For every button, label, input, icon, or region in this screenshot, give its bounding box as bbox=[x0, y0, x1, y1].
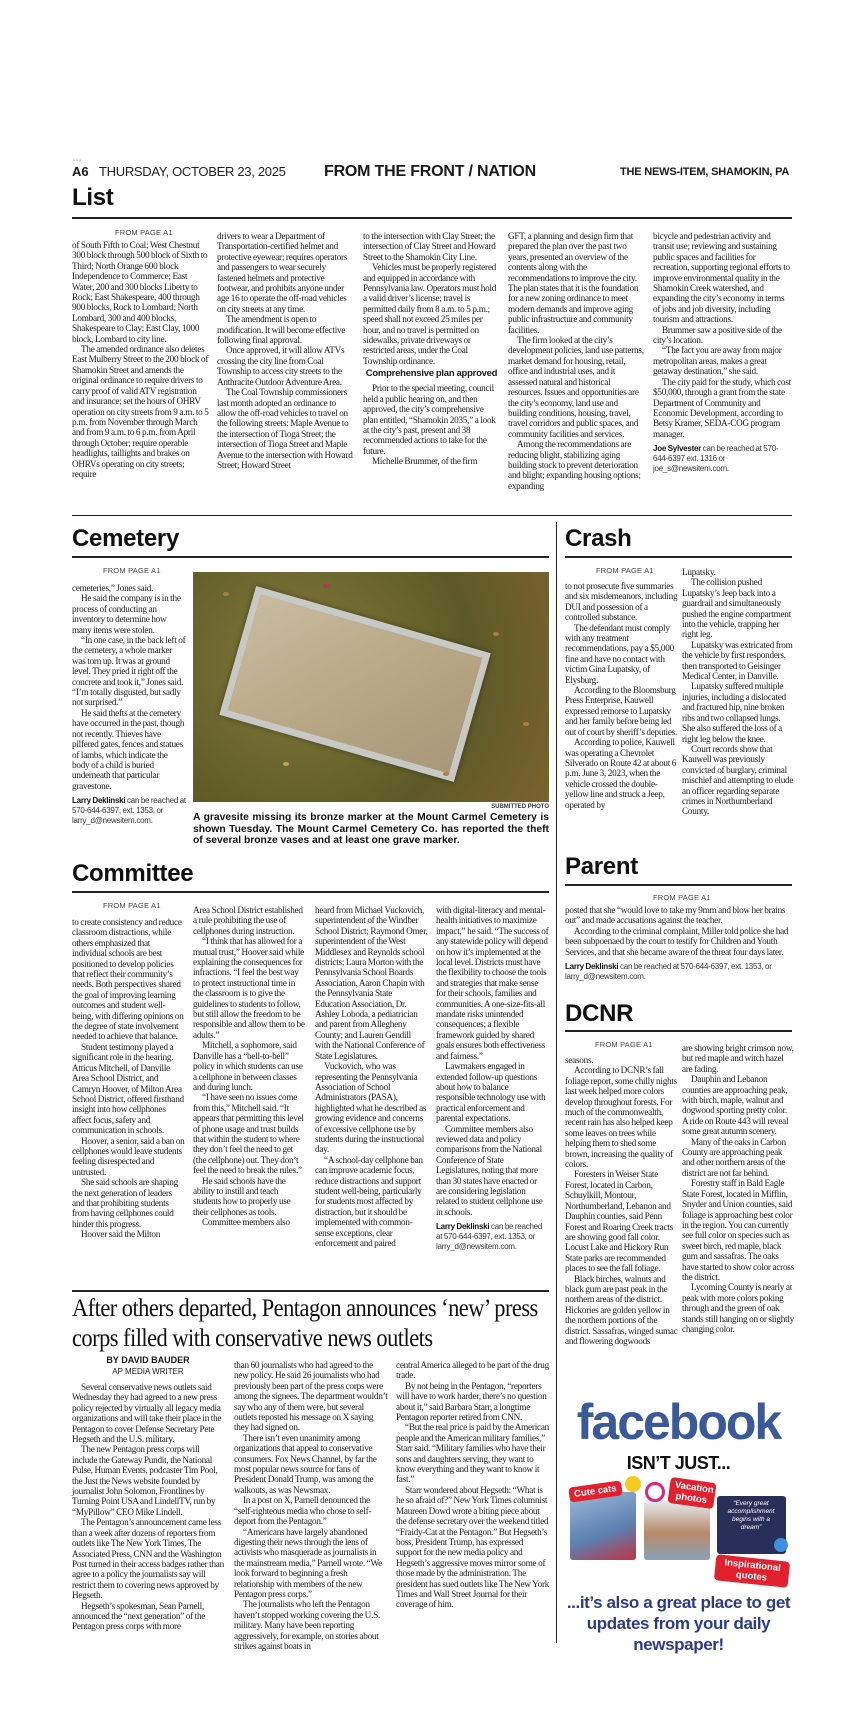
paragraph: Vuckovich, who was representing the Pennsylvania Association of School Administrators (PASA), highlighted what he described as growing evidence and concerns of excessive cellphone use by students during the instructional day. bbox=[315, 1061, 427, 1155]
paragraph: She said schools are shaping the next generation of leaders and that prohibiting students from having cellphones could hinder this progress. bbox=[72, 1177, 178, 1229]
paragraph: The collision pushed Lupatsky’s Jeep back into a guardrail and simultaneously pushed the engine compartment into the vehicle, trapping her right leg. bbox=[682, 577, 791, 640]
vacation-photo bbox=[644, 1500, 710, 1560]
paragraph: to not prosecute five summaries and six misdemeanors, including DUI and possession of a controlled substance. bbox=[565, 581, 678, 623]
paragraph: Area School District established a rule prohibiting the use of cellphones during instruction. bbox=[193, 905, 303, 936]
paragraph: Lupatsky. bbox=[682, 567, 716, 577]
pentagon-column-2 bbox=[234, 1360, 388, 1651]
paragraph: By not being in the Pentagon, “reporters will have to work harder, there’s no question about it,” said Barbara Starr, a longtime Pentagon reporter retired from CNN. bbox=[396, 1380, 547, 1423]
author-name: Larry Deklinski bbox=[72, 796, 126, 806]
paragraph: seasons. bbox=[565, 1055, 594, 1065]
paragraph: with digital-literacy and mental-health initiatives to maximize impact,” he said. “The success of any statewide policy will depend on how it’s implemented at the local level. Districts must have the flexibility to choose the tools and strategies that make sense for their schools, families and communities. A one-size-fits-all mandate risks unintended consequences; a flexible framework guided by shared goals ensures both effectiveness and fairness.” bbox=[436, 905, 549, 1061]
committee-column-2 bbox=[193, 905, 306, 1228]
heart-icon bbox=[645, 1482, 665, 1502]
byline-author: BY DAVID BAUDER bbox=[106, 1355, 190, 1365]
author-signoff bbox=[436, 1222, 549, 1252]
paragraph: Starr wondered about Hegseth: “What is he so afraid of?” New York Times columnist Maureen Dowd wrote a biting piece about the defense secretary over the weekend titled “Fraidy-Cat at the Pentagon.” But Hegseth’s boss, President Trump, has expressed support for the new media policy and Hegseth’s aggressive moves mirror some of those made by the administration. The president has sued outlets like The New York Times and Wall Street Journal for their coverage of him. bbox=[396, 1484, 550, 1610]
pentagon-column-1 bbox=[72, 1382, 226, 1632]
list-column-3 bbox=[363, 231, 500, 467]
paragraph: The journalists who left the Pentagon haven’t stopped working covering the U.S. military. Many have been reporting aggressively, for example, on stories about strikes against boats in bbox=[234, 1599, 381, 1651]
paragraph: Lycoming County is nearly at peak with more colors poking through and the green of oak stands still hanging on or slightly changing color. bbox=[682, 1282, 794, 1334]
paragraph: of South Fifth to Coal; West Chestnut 300 block through 500 block of Sixth to Third; North Orange 600 block Independence to Commerce; East Water, 200 and 300 blocks Liberty to Rock; East Shakespeare, 400 through 900 blocks, Rock to Lombard; North Lombard, 300 and 400 blocks, Shakespeare to Clay; East Clay, 1000 block, Lombard to city line. bbox=[72, 240, 208, 344]
cute-cats-tag: Cute cats bbox=[568, 1480, 622, 1502]
paragraph: Lupatsky suffered multiple injuries, including a dislocated and fractured hip, nine broken ribs and two collapsed lungs. She also suffered the loss of a right leg below the knee. bbox=[682, 681, 786, 744]
paragraph: Forestry staff in Bald Eagle State Forest, located in Mifflin, Snyder and Union counties, said foliage is approaching best color in the region. You can currently see full color on species such as sweet birch, red maple, black gum and sassafras. The oaks have started to show color across the district. bbox=[682, 1178, 794, 1282]
cat-photo bbox=[570, 1492, 636, 1560]
gravesite-photo bbox=[193, 572, 549, 802]
byline bbox=[72, 1355, 224, 1376]
paragraph: He said thefts at the cemetery have occurred in the past, though not recently. Thieves have pilfered gates, fences and statues of lambs, which indicate the body of a child is buried underneath that particular gravestone. bbox=[72, 707, 185, 791]
paragraph: to the intersection with Clay Street; the intersection of Clay Street and Howard Street to the Shamokin City Line. bbox=[363, 231, 496, 262]
list-column-1 bbox=[72, 240, 209, 479]
author-name: Joe Sylvester bbox=[653, 444, 702, 454]
paragraph: “A school-day cellphone ban can improve academic focus, reduce distractions and support student well-being, particularly for students most affected by distraction, but it should be implemented with common-sense exceptions, clear enforcement and paired bbox=[315, 1154, 423, 1248]
crash-column-2 bbox=[682, 567, 794, 817]
cemetery-column bbox=[72, 583, 186, 826]
list-column-4 bbox=[508, 231, 645, 491]
divider bbox=[565, 884, 792, 886]
photo-caption: A gravesite missing its bronze marker at the Mount Carmel Cemetery is shown Tuesday. The Mount Carmel Cemetery Co. has reported the theft of several bronze vases and at least one grave marker. bbox=[193, 812, 549, 846]
paragraph: GFT, a planning and design firm that prepared the plan over the past two years, presented an overview of the contents along with the recommendations to improve the city. The plan states that it is the foundation for a new zoning ordinance to meet modern demands and improve aging public infrastructure and community facilities. bbox=[508, 231, 639, 335]
paragraph: The Pentagon’s announcement came less than a week after dozens of reporters from outlets like The New York Times, The Associated Press, CNN and the Washington Post turned in their access badges rather than agree to a policy the journalists say will restrict them to covering news approved by Hegseth. bbox=[72, 1517, 224, 1601]
author-signoff bbox=[653, 444, 792, 474]
paragraph: He said schools have the ability to instill and teach students how to properly use their cellphones as tools. bbox=[193, 1175, 291, 1217]
paragraph: The city paid for the study, which cost $50,000, through a grant from the state Department of Community and Economic Development, according to Betsy Kramer, SEDA-COG program manager. bbox=[653, 376, 791, 439]
paragraph: Hegseth’s spokesman, Sean Parnell, announced the “next generation” of the Pentagon press corps with more bbox=[72, 1600, 206, 1632]
byline-role: AP MEDIA WRITER bbox=[112, 1367, 184, 1376]
inspirational-quotes-tag: Inspirational quotes bbox=[714, 1554, 790, 1588]
author-name: Larry Deklinski bbox=[565, 962, 619, 972]
from-page-label: FROM PAGE A1 bbox=[596, 566, 654, 575]
paragraph: According to the Bloomsburg Press Enterprise, Kauwell expressed remorse to Lupatsky and her family before being led out of court by sheriff’s deputies. bbox=[565, 685, 678, 737]
divider bbox=[72, 891, 549, 893]
committee-column-3 bbox=[315, 905, 428, 1248]
paragraph: The amended ordinance also deletes East Mulberry Street to the 200 block of Shamokin Street and amends the original ordinance to require drivers to carry proof of valid ATV registration and insurance; set the hours of OHRV operation on city streets from 9 a.m. to 5 p.m. from November through March and from 9 a.m. to 6 p.m. from April through October; require operable headlights, taillights and brakes on OHRVs operating on city streets; require bbox=[72, 344, 209, 479]
column-divider bbox=[556, 522, 557, 1643]
paragraph: Lupatsky was extricated from the vehicle by first responders, then transported to Geisinger Medical Center, in Danville. bbox=[682, 639, 793, 682]
vacation-photos-tag: Vacation photos bbox=[667, 1477, 716, 1509]
paragraph: than 60 journalists who had agreed to the new policy. He said 26 journalists who had previously been part of the press corps were among the signees. The department wouldn’t say who any of them were, but several outlets reposted his message on X saying they had signed on. bbox=[234, 1360, 388, 1433]
paragraph: Lawmakers engaged in extended follow-up questions about how to balance responsible technology use with practical enforcement and parental expectations. bbox=[436, 1061, 546, 1124]
author-contact: can be reached at 570-644-6397, ext. 1353, or larry_d@newsitem.com. bbox=[72, 796, 186, 826]
paragraph: Among the recommendations are reducing blight, stabilizing aging building stock to prevent deterioration and blight; expanding housing options; expanding bbox=[508, 439, 641, 491]
paragraph: Court records show that Kauwell was previously convicted of burglary, criminal mischief and attempting to elude an officer regarding separate crimes in Northumberland County. bbox=[682, 743, 794, 817]
crash-heading: Crash bbox=[565, 525, 632, 552]
dcnr-column-1 bbox=[565, 1055, 678, 1346]
paragraph: cemeteries,” Jones said. bbox=[72, 583, 154, 593]
parent-column bbox=[565, 905, 793, 982]
ad-tagline: ISN’T JUST... bbox=[626, 1453, 731, 1473]
paragraph: In a post on X, Parnell denounced the “self-righteous media who chose to self-deport from the Pentagon.” bbox=[234, 1495, 372, 1527]
author-contact: can be reached at 570-644-6397 ext. 1316 or joe_s@newsitem.com. bbox=[653, 444, 779, 474]
surprised-emoji-icon bbox=[625, 1476, 641, 1492]
paragraph: He said the company is in the process of conducting an inventory to determine how many items were stolen. bbox=[72, 593, 181, 635]
page-dots: ◦◦◦ bbox=[73, 158, 83, 164]
subheading: Comprehensive plan approved bbox=[365, 368, 498, 380]
author-signoff bbox=[565, 962, 793, 982]
parent-heading: Parent bbox=[565, 853, 638, 880]
cemetery-heading: Cemetery bbox=[72, 525, 179, 552]
list-column-5 bbox=[653, 231, 792, 474]
paragraph: Hoover, a senior, said a ban on cellphones would leave students feeling disrespected and untrusted. bbox=[72, 1135, 185, 1177]
thumbs-up-icon bbox=[774, 1538, 788, 1552]
paragraph: The defendant must comply with any treatment recommendations, pay a $5,000 fine and have no contact with victim Gina Lupatsky, of Elysburg. bbox=[565, 622, 674, 685]
dcnr-column-2 bbox=[682, 1043, 794, 1334]
grave-marker-image bbox=[219, 586, 490, 782]
paragraph: Foresters in Weiser State Forest, located in Carbon, Schuylkill, Montour, Northumberland, Lebanon and Dauphin counties, said Penn Forest and Roaring Creek tracts are showing good fall color. Locust Lake and Hickory Run State parks are recommended places to see the fall foliage. bbox=[565, 1169, 673, 1274]
paragraph: “Americans have largely abandoned digesting their news through the lens of activists who masquerade as journalists in the mainstream media,” Parnell wrote. “We look forward to beginning a fresh relationship with members of the new Pentagon press corps.” bbox=[234, 1526, 382, 1599]
ad-footer: ...it’s also a great place to get updates from your daily newspaper! bbox=[566, 1593, 791, 1654]
paragraph: “I think that has allowed for a mutual trust,” Hoover said while explaining the consequences for infractions. “I feel the best way to protect instructional time in the classroom is to give the guidelines to students to follow, but still allow the freedom to be responsible and allow them to be adults.” bbox=[193, 936, 305, 1040]
page-number: A6 bbox=[72, 164, 89, 179]
paragraph: Hoover said the Milton bbox=[81, 1229, 161, 1240]
issue-date: THURSDAY, OCTOBER 23, 2025 bbox=[99, 164, 286, 179]
divider bbox=[565, 556, 792, 558]
section-title: FROM THE FRONT / NATION bbox=[324, 163, 536, 180]
from-page-label: FROM PAGE A1 bbox=[653, 893, 711, 902]
dcnr-heading: DCNR bbox=[565, 1000, 634, 1027]
paragraph: “In one case, in the back left of the cemetery, a whole marker was torn up. It was at ground level. They pried it right off the concrete and took it,” Jones said. “I’m totally disgusted, but sadly not surprised.” bbox=[72, 635, 186, 708]
paragraph: Many of the oaks in Carbon County are approaching peak and other northern areas of the district are not far behind. bbox=[682, 1136, 786, 1178]
paragraph: to create consistency and reduce classroom distractions, while others emphasized that individual schools are best positioned to develop policies that reflect their community’s needs. Both perspectives shared the goal of improving learning outcomes and student well-being, with differing opinions on the degree of state involvement needed to achieve that balance. bbox=[72, 917, 184, 1042]
divider bbox=[72, 515, 792, 516]
paragraph: “I have seen no issues come from this,” Mitchell said. “It appears that permitting this level of phone usage and trust builds that within the student to where they don’t feel the need to get (the cellphone) out. They don’t feel the need to break the rules.” bbox=[193, 1092, 304, 1176]
paragraph: Michelle Brummer, of the firm bbox=[372, 456, 478, 467]
paragraph: are showing bright crimson now, but red maple and witch hazel are fading. bbox=[682, 1043, 794, 1074]
paragraph: Dauphin and Lebanon counties are approaching peak, with birch, maple, walnut and dogwood sporting pretty color. A ride on Route 443 will reveal some great autumn scenery. bbox=[682, 1074, 789, 1137]
paragraph: “The fact you are away from major metropolitan areas, makes a great getaway destination,” she said. bbox=[653, 345, 782, 377]
divider bbox=[72, 1290, 549, 1292]
paragraph: There isn’t even unanimity among organizations that appeal to conservative consumers. Fox News Channel, by far the most popular news source for fans of President Donald Trump, was among the walkouts, as was Newsmax. bbox=[234, 1432, 377, 1495]
quote-text: “Every great accomplishment begins with a dream” bbox=[727, 1500, 775, 1531]
committee-heading: Committee bbox=[72, 860, 194, 887]
newspaper-name: THE NEWS-ITEM, SHAMOKIN, PA bbox=[620, 166, 790, 178]
paragraph: Brummer saw a positive side of the city’s location. bbox=[653, 324, 782, 346]
crash-column-1 bbox=[565, 581, 678, 810]
from-page-label: FROM PAGE A1 bbox=[103, 566, 161, 575]
paragraph: The Coal Township commissioners last month adopted an ordinance to allow the off-road vehicles to travel on the following streets: Maple Avenue to the intersection of Tioga Street; the intersection of Tioga Street and Maple Avenue to the intersection with Howard Street; Howard Street bbox=[217, 387, 353, 470]
author-signoff bbox=[72, 796, 186, 826]
paragraph: Student testimony played a significant role in the hearing. Atticus Mitchell, of Danville Area School District, and Camryn Hoover, of Milton Area School District, offered firsthand insight into how cellphones affect focus, safety and communication in schools. bbox=[72, 1041, 184, 1136]
from-page-label: FROM PAGE A1 bbox=[115, 228, 173, 237]
paragraph: heard from Michael Vuckovich, superintendent of the Windber School District; Raymond Omer, superintendent of the West Middlesex and Reynolds school districts; Laura Morton with the Pennsylvania School Boards Association, Aaron Chapin with the Pennsylvania State Education Association, Dr. Ashley Loboda, a pediatrician and parent from Allegheny County; and Lauren Gendill with the National Conference of State Legislatures. bbox=[315, 905, 428, 1061]
committee-column-1 bbox=[72, 917, 185, 1240]
author-name: Larry Deklinski bbox=[436, 1222, 490, 1232]
paragraph: According to the criminal complaint, Miller told police she had been subpoenaed by the court to testify for Children and Youth Services, and that she became aware of the threat four days later. bbox=[565, 925, 789, 957]
pentagon-headline: After others departed, Pentagon announces ‘new’ press corps filled with conservative news outlets bbox=[72, 1293, 538, 1352]
paragraph: central America alleged to be part of the drug trade. bbox=[396, 1360, 549, 1381]
paragraph: Once approved, it will allow ATVs crossing the city line from Coal Township to access city streets to the Anthracite Outdoor Adventure Area. bbox=[217, 345, 345, 387]
paragraph: The amendment is open to modification. It will become effective following final approval. bbox=[217, 314, 346, 346]
paragraph: Mitchell, a sophomore, said Danville has a “bell-to-bell” policy in which students can use a cellphone in between classes and during lunch. bbox=[193, 1040, 303, 1092]
paragraph: drivers to wear a Department of Transportation-certified helmet and protective eyewear; requires operators and passengers to wear securely fastened helmets and protective footwear, and prohibits anyone under age 16 to operate the off-road vehicles on city streets at any time. bbox=[217, 231, 348, 314]
paragraph: Vehicles must be properly registered and equipped in accordance with Pennsylvania law. Operators must hold a valid driver’s license; travel is permitted daily from 8 a.m. to 5 p.m.; speed shall not exceed 25 miles per hour, and no travel is permitted on sidewalks, private driveways or restricted areas, under the Coal Township ordinance. bbox=[363, 262, 497, 366]
paragraph: According to DCNR’s fall foliage report, some chilly nights last week helped more colors develop throughout forests. For much of the commonwealth, recent rain has also helped keep some leaves on trees while helping them to shed some brown, increasing the quality of colors. bbox=[565, 1065, 678, 1170]
paragraph: Committee members also reviewed data and policy comparisons from the National Conference of State Legislatures, noting that more than 30 states have enacted or are considering legislation related to student cellphone use in schools. bbox=[436, 1123, 543, 1217]
facebook-ad[interactable] bbox=[565, 1396, 792, 1656]
paragraph: Several conservative news outlets said Wednesday they had agreed to a new press policy rejected by virtually all legacy media organizations and will take their place in the Pentagon to cover Defense Secretary Pete Hegseth and the U.S. military. bbox=[72, 1382, 222, 1445]
from-page-label: FROM PAGE A1 bbox=[103, 901, 161, 910]
committee-column-4 bbox=[436, 905, 549, 1252]
paragraph: The new Pentagon press corps will include the Gateway Pundit, the National Pulse, Human Events, podcaster Tim Pool, the Just the News website founded by journalist John Solomon, Frontlines by Turning Point USA and LindellTV, run by “MyPillow” CEO Mike Lindell. bbox=[72, 1444, 218, 1517]
author-contact: can be reached at 570-644-6397, ext. 1353, or larry_d@newsitem.com. bbox=[565, 962, 772, 982]
paragraph: Prior to the special meeting, council held a public hearing on, and then approved, the city’s comprehensive plan entitled, “Shamokin 2035,” a look at the city’s past, present and 38 recommended actions to take for the future. bbox=[363, 383, 496, 456]
paragraph: The firm looked at the city’s development policies, land use patterns, market demand for housing, retail, office and industrial uses, and it assessed natural and historical resources. Issues and opportunities are the city’s economy, land use and building conditions, housing, travel, travel corridors and public spaces, and community facilities and services. bbox=[508, 335, 644, 439]
list-heading: List bbox=[72, 184, 114, 211]
paragraph: “But the real price is paid by the American people and the American military families,” Starr said. “Military families who have their sons and daughters serving, they want to know everything and they want to know it fast.” bbox=[396, 1422, 550, 1485]
divider bbox=[72, 217, 792, 219]
divider bbox=[72, 556, 549, 558]
photo-credit: SUBMITTED PHOTO bbox=[491, 804, 549, 810]
from-page-label: FROM PAGE A1 bbox=[595, 1040, 653, 1049]
paragraph: bicycle and pedestrian activity and transit use; reviewing and sustaining public spaces and facilities for recreation, supporting regional efforts to improve environmental quality in the Shamokin Creek watershed, and expanding the city’s economy in terms of jobs and job diversity, including tourism and attractions. bbox=[653, 231, 790, 325]
author-contact: can be reached at 570-644-6397, ext. 1353, or larry_d@newsitem.com. bbox=[436, 1222, 543, 1252]
divider bbox=[565, 1030, 792, 1032]
paragraph: Committee members also bbox=[202, 1217, 290, 1228]
paragraph: Black birches, walnuts and black gum are past peak in the northern areas of the district. Hickories are golden yellow in the northern portions of the district. Sassafras, winged sumac and flowering dogwoods bbox=[565, 1273, 678, 1346]
pentagon-column-3 bbox=[396, 1360, 550, 1610]
paragraph: posted that she “would love to take my 9mm and blow her brains out” and made accusations against the teacher. bbox=[565, 905, 786, 926]
list-column-2 bbox=[217, 231, 354, 470]
paragraph: According to police, Kauwell was operating a Chevrolet Silverado on Route 42 at about 6 p.m. June 3, 2023, when the vehicle crossed the double-yellow line and struck a Jeep, operated by bbox=[565, 737, 677, 810]
facebook-logo: facebook bbox=[576, 1394, 781, 1450]
